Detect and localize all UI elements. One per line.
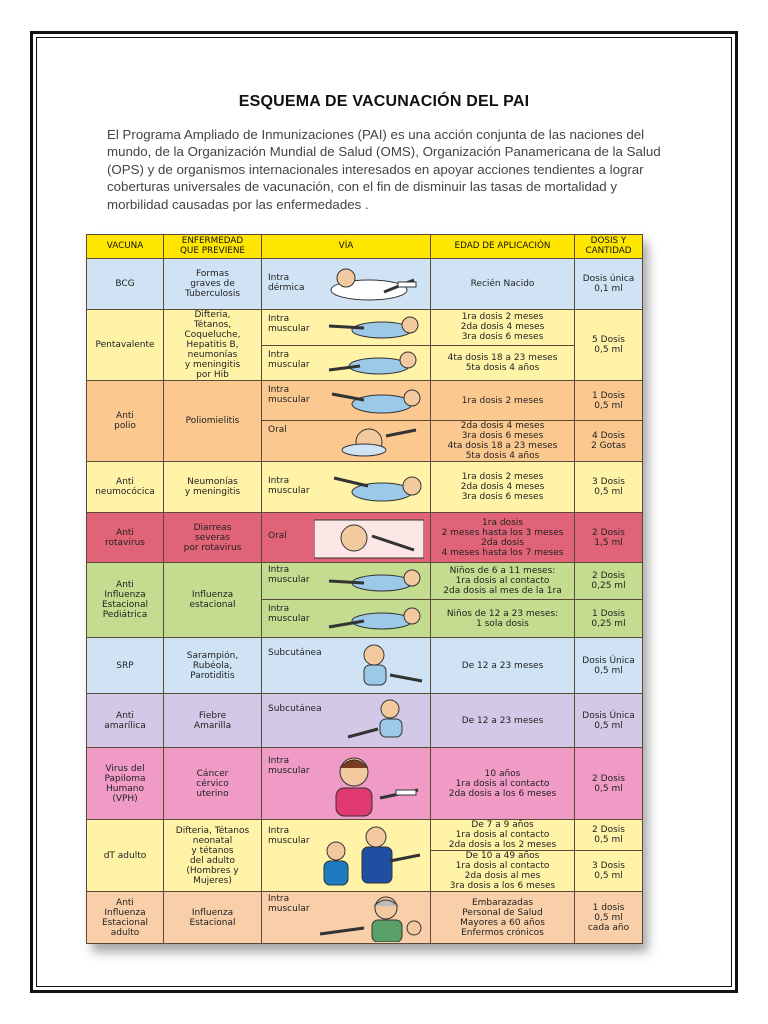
intro-paragraph: El Programa Ampliado de Inmunizaciones (PAI) es una acción conjunta de las naciones del mundo, de la Organización Mundial de Salud (OMS), Organización Panamericana de la Salud (OPS) y de organismos internacionales interesados en apoyar acciones tendientes a lograr coberturas universales de vacunación, con el fin de disminuir las tasas de mortalidad y morbilidad causadas por las enfermedades . — [107, 127, 661, 212]
disease-prevented: Sarampión, Rubéola, Parotiditis — [164, 638, 262, 694]
vaccine-name: Anti amarílica — [87, 694, 164, 748]
adolescent-injection-illustration-icon — [314, 750, 424, 818]
route-cell — [262, 563, 431, 600]
dose-quantity: Dosis Única 0,5 ml — [575, 694, 643, 748]
application-age: 4ta dosis 18 a 23 meses 5ta dosis 4 años — [431, 345, 575, 381]
infant-injection-illustration-icon — [324, 348, 424, 378]
route-label: Intra muscular — [268, 604, 310, 624]
header-edad: EDAD DE APLICACIÓN — [431, 235, 575, 259]
vaccine-name: Anti Influenza Estacional adulto — [87, 892, 164, 944]
application-age: Niños de 6 a 11 meses: 1ra dosis al contacto 2da dosis al mes de la 1ra — [431, 563, 575, 600]
dose-quantity: 5 Dosis 0,5 ml — [575, 310, 643, 381]
infant-injection-illustration-icon — [344, 641, 424, 691]
header-dosis: DOSIS Y CANTIDAD — [575, 235, 643, 259]
route-cell — [262, 748, 431, 820]
route-cell — [262, 462, 431, 513]
dose-quantity: 4 Dosis 2 Gotas — [575, 421, 643, 462]
table-row — [87, 748, 643, 820]
infant-injection-illustration-icon — [324, 312, 424, 342]
route-cell — [262, 421, 431, 462]
route-label: Oral — [268, 425, 287, 435]
route-label: Subcutánea — [268, 648, 322, 658]
header-enfermedad: ENFERMEDAD QUE PREVIENE — [164, 235, 262, 259]
disease-prevented: Fiebre Amarilla — [164, 694, 262, 748]
page-title: ESQUEMA DE VACUNACIÓN DEL PAI — [238, 93, 530, 110]
infant-injection-illustration-icon — [324, 565, 424, 597]
dose-quantity: 2 Dosis 0,5 ml — [575, 748, 643, 820]
infant-injection-illustration-icon — [324, 466, 424, 508]
disease-prevented: Cáncer cérvico uterino — [164, 748, 262, 820]
route-cell — [262, 310, 431, 346]
disease-prevented: Influenza estacional — [164, 563, 262, 638]
application-age: 1ra dosis 2 meses 2da dosis 4 meses 3ra dosis 6 meses — [431, 310, 575, 346]
adult-injection-illustration-icon — [314, 894, 424, 942]
adult-injection-illustration-icon — [314, 825, 424, 887]
route-cell — [262, 694, 431, 748]
table-row — [87, 638, 643, 694]
route-cell — [262, 513, 431, 563]
table-row — [87, 259, 643, 310]
table-row — [87, 892, 643, 944]
table-row — [87, 381, 643, 421]
oral-drops-illustration-icon — [324, 424, 424, 458]
vaccine-name: Anti polio — [87, 381, 164, 462]
route-label: Intra muscular — [268, 756, 310, 776]
dose-quantity: 1 Dosis 0,5 ml — [575, 381, 643, 421]
disease-prevented: Poliomielitis — [164, 381, 262, 462]
table-row — [87, 694, 643, 748]
dose-quantity: 2 Dosis 0,25 ml — [575, 563, 643, 600]
dose-quantity: 3 Dosis 0,5 ml — [575, 462, 643, 513]
disease-prevented: Difteria, Tétanos neonatal y tétanos del adulto (Hombres y Mujeres) — [164, 820, 262, 892]
route-cell — [262, 820, 431, 892]
application-age: 10 años 1ra dosis al contacto 2da dosis a los 6 meses — [431, 748, 575, 820]
route-label: Intra muscular — [268, 826, 310, 846]
vaccination-table-wrapper — [86, 234, 642, 944]
vaccine-name: SRP — [87, 638, 164, 694]
disease-prevented: Neumonías y meningitis — [164, 462, 262, 513]
application-age: De 12 a 23 meses — [431, 638, 575, 694]
vaccine-name: BCG — [87, 259, 164, 310]
route-cell — [262, 600, 431, 638]
application-age: De 7 a 9 años 1ra dosis al contacto 2da dosis a los 2 meses — [431, 820, 575, 851]
route-cell — [262, 892, 431, 944]
route-label: Subcutánea — [268, 704, 322, 714]
table-row — [87, 462, 643, 513]
vaccine-name: Anti Influenza Estacional Pediátrica — [87, 563, 164, 638]
vaccine-name: Anti rotavirus — [87, 513, 164, 563]
application-age: Embarazadas Personal de Salud Mayores a 60 años Enfermos crónicos — [431, 892, 575, 944]
application-age: De 10 a 49 años 1ra dosis al contacto 2da dosis al mes 3ra dosis a los 6 meses — [431, 851, 575, 892]
disease-prevented: Diarreas severas por rotavirus — [164, 513, 262, 563]
table-row — [87, 820, 643, 851]
application-age: 2da dosis 4 meses 3ra dosis 6 meses 4ta dosis 18 a 23 meses 5ta dosis 4 años — [431, 421, 575, 462]
application-age: De 12 a 23 meses — [431, 694, 575, 748]
application-age: 1ra dosis 2 meses 2da dosis 4 meses 3ra dosis 6 meses — [431, 462, 575, 513]
application-age: 1ra dosis 2 meses hasta los 3 meses 2da dosis 4 meses hasta los 7 meses — [431, 513, 575, 563]
route-label: Intra muscular — [268, 314, 310, 334]
infant-injection-illustration-icon — [324, 384, 424, 418]
header-vacuna: VACUNA — [87, 235, 164, 259]
table-header-row — [87, 235, 643, 259]
infant-injection-illustration-icon — [324, 603, 424, 635]
vaccination-table — [86, 234, 643, 944]
dose-quantity: 3 Dosis 0,5 ml — [575, 851, 643, 892]
route-label: Intra muscular — [268, 894, 310, 914]
route-cell — [262, 259, 431, 310]
route-cell — [262, 345, 431, 381]
route-label: Intra muscular — [268, 349, 310, 370]
application-age: Niños de 12 a 23 meses: 1 sola dosis — [431, 600, 575, 638]
dose-quantity: Dosis única 0,1 ml — [575, 259, 643, 310]
route-label: Intra muscular — [268, 565, 310, 585]
route-cell — [262, 638, 431, 694]
route-cell — [262, 381, 431, 421]
disease-prevented: Difteria, Tétanos, Coqueluche, Hepatitis B, neumonías y meningitis por Hib — [164, 310, 262, 381]
dose-quantity: 2 Dosis 0,5 ml — [575, 820, 643, 851]
route-label: Oral — [268, 531, 287, 541]
dose-quantity: Dosis Única 0,5 ml — [575, 638, 643, 694]
infant-injection-illustration-icon — [314, 262, 424, 306]
table-row — [87, 563, 643, 600]
dose-quantity: 1 dosis 0,5 ml cada año — [575, 892, 643, 944]
table-row — [87, 310, 643, 346]
header-via: VÍA — [262, 235, 431, 259]
vaccine-name: dT adulto — [87, 820, 164, 892]
vaccine-name: Anti neumocócica — [87, 462, 164, 513]
infant-injection-illustration-icon — [344, 697, 424, 745]
route-label: Intra muscular — [268, 476, 310, 496]
vaccine-name: Virus del Papiloma Humano (VPH) — [87, 748, 164, 820]
dose-quantity: 2 Dosis 1,5 ml — [575, 513, 643, 563]
oral-drops-illustration-icon — [314, 516, 424, 560]
vaccine-name: Pentavalente — [87, 310, 164, 381]
disease-prevented: Formas graves de Tuberculosis — [164, 259, 262, 310]
dose-quantity: 1 Dosis 0,25 ml — [575, 600, 643, 638]
table-row — [87, 513, 643, 563]
route-label: Intra muscular — [268, 385, 310, 405]
disease-prevented: Influenza Estacional — [164, 892, 262, 944]
application-age: Recién Nacido — [431, 259, 575, 310]
application-age: 1ra dosis 2 meses — [431, 381, 575, 421]
route-label: Intra dérmica — [268, 273, 305, 293]
